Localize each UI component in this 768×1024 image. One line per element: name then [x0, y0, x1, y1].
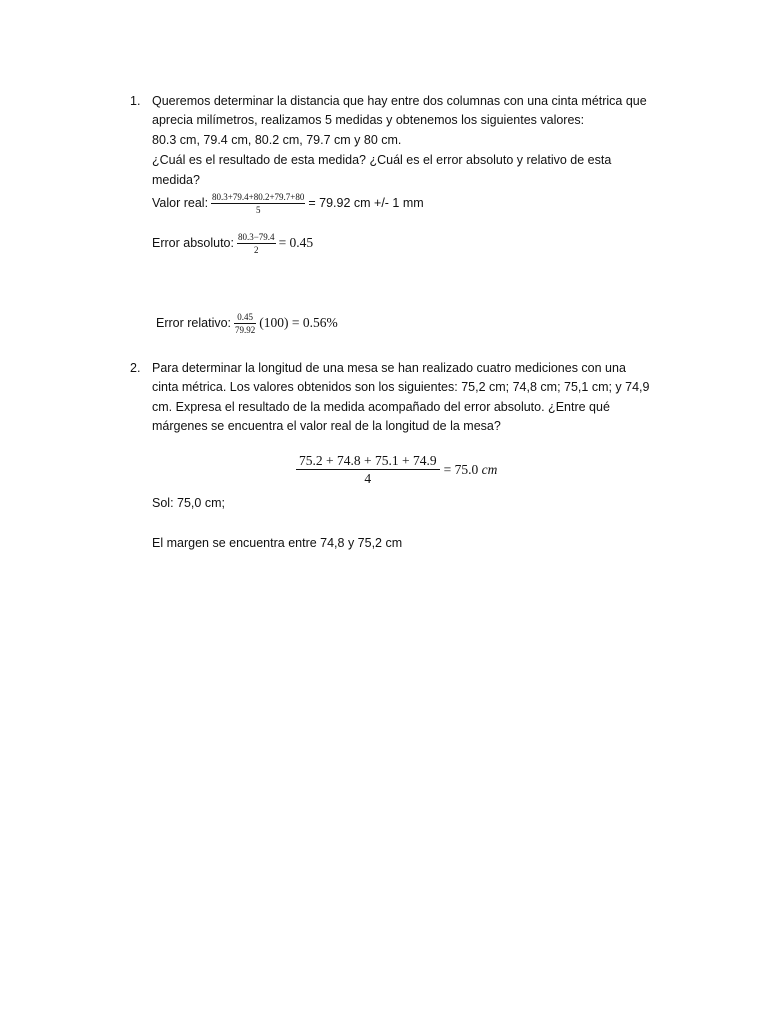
- mean-formula-denominator: 4: [364, 471, 372, 486]
- valor-real-equation: [152, 188, 424, 218]
- question-2-line-3: cm. Expresa el resultado de la medida acompañado del error absoluto. ¿Entre qué: [152, 400, 610, 414]
- mean-formula-fraction: [296, 452, 440, 487]
- question-1-line-1: Queremos determinar la distancia que hay entre dos columnas con una cinta métrica que: [152, 94, 647, 108]
- error-relativo-equation: [156, 308, 338, 338]
- valor-real-numerator: 80.3+79.4+80.2+79.7+80: [212, 191, 305, 202]
- question-1-line-4: ¿Cuál es el resultado de esta medida? ¿Cuál es el error absoluto y relativo de esta: [152, 153, 612, 167]
- question-2-line-4: márgenes se encuentra el valor real de la longitud de la mesa?: [152, 419, 501, 433]
- question-1-line-2: aprecia milímetros, realizamos 5 medidas y obtenemos los siguientes valores:: [152, 113, 585, 127]
- valor-real-fraction: [211, 191, 305, 216]
- question-1-line-5: medida?: [152, 173, 200, 187]
- valor-real-label: Valor real:: [152, 196, 209, 210]
- error-absoluto-equation: [152, 228, 313, 258]
- valor-real-denominator: 5: [255, 204, 261, 215]
- question-1-line-3: 80.3 cm, 79.4 cm, 80.2 cm, 79.7 cm y 80 cm.: [152, 133, 402, 147]
- valor-real-result: = 79.92 cm +/- 1 mm: [308, 196, 424, 210]
- error-relativo-label: Error relativo:: [156, 316, 232, 330]
- error-relativo-result: (100) = 0.56%: [259, 315, 338, 330]
- margin-text: El margen se encuentra entre 74,8 y 75,2 cm: [152, 536, 403, 550]
- question-2-line-2: cinta métrica. Los valores obtenidos son los siguientes: 75,2 cm; 74,8 cm; 75,1 cm; y 74,9: [152, 380, 650, 394]
- error-absoluto-numerator: 80.3−79.4: [237, 231, 275, 242]
- error-absoluto-label: Error absoluto:: [152, 236, 234, 250]
- mean-formula-numerator: 75.2 + 74.8 + 75.1 + 74.9: [296, 452, 440, 470]
- error-absoluto-result: = 0.45: [278, 235, 314, 250]
- question-2-number: 2.: [130, 361, 141, 375]
- error-absoluto-fraction: [237, 231, 276, 256]
- error-relativo-numerator: 0.45: [234, 311, 256, 324]
- mean-formula-unit: cm: [481, 461, 498, 477]
- error-relativo-denominator: 79.92: [235, 324, 256, 335]
- solution-text: Sol: 75,0 cm;: [152, 496, 225, 510]
- question-2-line-1: Para determinar la longitud de una mesa se han realizado cuatro mediciones con una: [152, 361, 626, 375]
- error-relativo-fraction: [234, 311, 256, 336]
- question-1-number: 1.: [130, 94, 141, 108]
- error-absoluto-denominator: 2: [254, 244, 259, 255]
- mean-formula-result: = 75.0: [443, 461, 482, 477]
- mean-formula: [296, 452, 497, 487]
